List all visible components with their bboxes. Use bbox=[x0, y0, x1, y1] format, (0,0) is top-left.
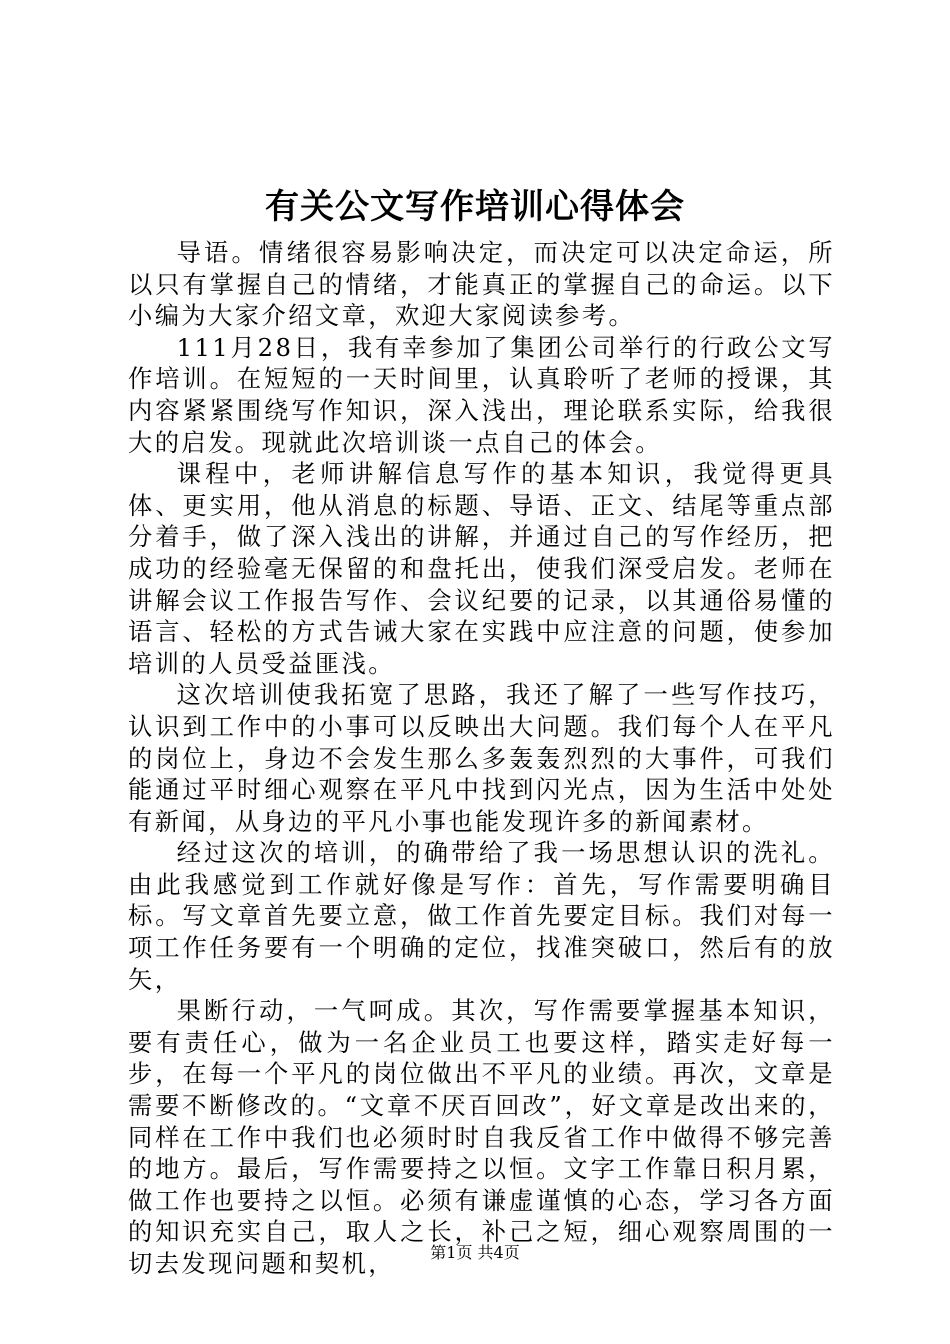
paragraph-conclusions: 果断行动，一气呵成。其次，写作需要掌握基本知识，要有责任心，做为一名企业员工也要这样，踏实走好每一步，在每一个平凡的岗位做出不平凡的业绩。再次，文章是需要不断修改的。“文章不厌百回改”，好文章是改出来的，同样在工作中我们也必须时时自我反省工作中做得不够完善的地方。最后，写作需要持之以恒。文字工作靠日积月累，做工作也要持之以恒。必须有谦虚谨慎的心态，学习各方面的知识充实自己，取人之长，补己之短，细心观察周围的一切去发现问题和契机， bbox=[128, 996, 835, 1278]
paragraph-training-date: 111月28日，我有幸参加了集团公司举行的行政公文写作培训。在短短的一天时间里，认真聆听了老师的授课，其内容紧紧围绕写作知识，深入浅出，理论联系实际，给我很大的启发。现就此次培训谈一点自己的体会。 bbox=[128, 332, 835, 457]
page-number-footer: 第1页 共4页 bbox=[430, 1243, 520, 1262]
document-title: 有关公文写作培训心得体会 bbox=[265, 187, 685, 227]
paragraph-intro: 导语。情绪很容易影响决定，而决定可以决定命运，所以只有掌握自己的情绪，才能真正的掌握自己的命运。以下小编为大家介绍文章，欢迎大家阅读参考。 bbox=[128, 238, 835, 331]
paragraph-broadened-thinking: 这次培训使我拓宽了思路，我还了解了一些写作技巧，认识到工作中的小事可以反映出大问题。我们每个人在平凡的岗位上，身边不会发生那么多轰轰烈烈的大事件，可我们能通过平时细心观察在平凡中找到闪光点，因为生活中处处有新闻，从身边的平凡小事也能发现许多的新闻素材。 bbox=[128, 680, 835, 836]
paragraph-reflection: 经过这次的培训，的确带给了我一场思想认识的洗礼。由此我感觉到工作就好像是写作：首先，写作需要明确目标。写文章首先要立意，做工作首先要定目标。我们对每一项工作任务要有一个明确的定位，找准突破口，然后有的放矢， bbox=[128, 838, 835, 994]
paragraph-course-content: 课程中，老师讲解信息写作的基本知识，我觉得更具体、更实用，他从消息的标题、导语、正文、结尾等重点部分着手，做了深入浅出的讲解，并通过自己的写作经历，把成功的经验毫无保留的和盘托出，使我们深受启发。老师在讲解会议工作报告写作、会议纪要的记录，以其通俗易懂的语言、轻松的方式告诫大家在实践中应注意的问题，使参加培训的人员受益匪浅。 bbox=[128, 459, 835, 678]
document-body bbox=[128, 237, 835, 1280]
